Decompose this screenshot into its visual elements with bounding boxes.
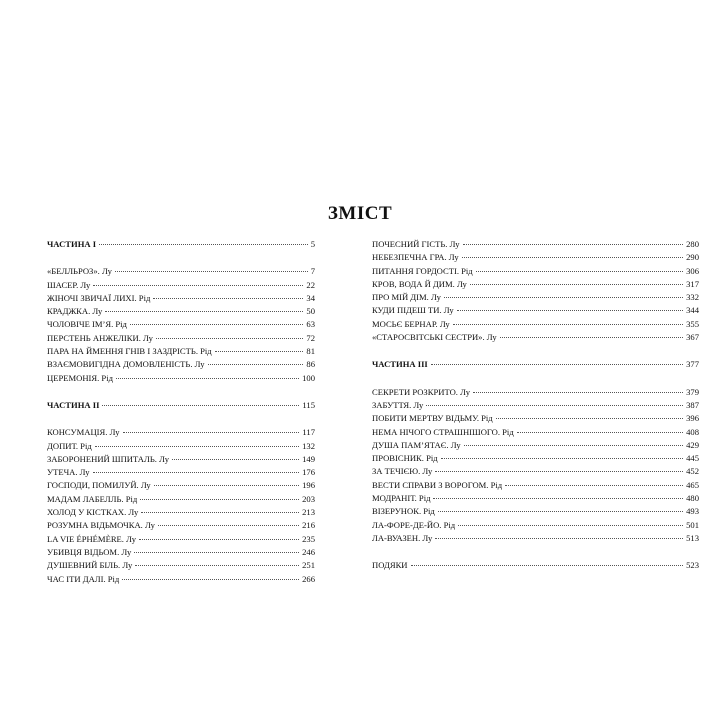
toc-entry-page: 266 <box>302 573 315 584</box>
toc-entry-page: 246 <box>302 546 315 557</box>
toc-entry-title: ПОБИТИ МЕРТВУ ВІДЬМУ. Рід <box>372 413 493 424</box>
toc-entry <box>372 238 699 251</box>
toc-entry-page: 132 <box>302 440 315 451</box>
toc-entry <box>372 479 699 492</box>
dot-leader <box>99 243 308 245</box>
toc-entry <box>372 331 699 344</box>
toc-entry-title: «БЕЛЛЬРОЗ». Лу <box>47 266 112 277</box>
toc-entry-title: СЕКРЕТИ РОЗКРИТО. Лу <box>372 386 471 397</box>
dot-leader <box>105 310 303 312</box>
dot-leader <box>158 524 299 526</box>
toc-entry-page: 50 <box>306 306 315 317</box>
toc-entry <box>372 251 699 264</box>
dot-leader <box>463 243 684 245</box>
toc-entry <box>47 479 315 492</box>
toc-spacer <box>372 372 699 386</box>
toc-entry <box>47 292 315 305</box>
toc-entry-page: 344 <box>686 305 699 316</box>
toc-entry-title: «СТАРОСВІТСЬКІ СЕСТРИ». Лу <box>372 332 497 343</box>
toc-entry <box>47 279 315 292</box>
toc-entry <box>47 533 315 546</box>
toc-entry-page: 317 <box>686 278 699 289</box>
toc-entry-title: ПИТАННЯ ГОРДОСТІ. Рід <box>372 265 473 276</box>
toc-entry <box>372 318 699 331</box>
toc-entry-page: 81 <box>306 346 315 357</box>
toc-entry-title: МОДРАНІТ. Рід <box>372 493 431 504</box>
dot-leader <box>102 404 299 406</box>
toc-spacer <box>47 385 315 399</box>
toc-entry <box>372 505 699 518</box>
toc-entry-title: ЗАБОРОНЕНИЙ ШПИТАЛЬ. Лу <box>47 453 169 464</box>
toc-entry-page: 306 <box>686 265 699 276</box>
toc-entry-title: ЧОЛОВІЧЕ ІМ’Я. Рід <box>47 319 127 330</box>
toc-entry <box>47 493 315 506</box>
toc-entry <box>372 412 699 425</box>
toc-entry <box>372 519 699 532</box>
dot-leader <box>470 283 683 285</box>
toc-entry <box>372 426 699 439</box>
toc-entry-title: НЕМА НІЧОГО СТРАШНІШОГО. Рід <box>372 426 514 437</box>
dot-leader <box>464 444 683 446</box>
toc-entry-title: УТЕЧА. Лу <box>47 467 90 478</box>
toc-entry-title: LA VIE ÉPHÉMÈRE. Лу <box>47 533 137 544</box>
toc-entry <box>47 573 315 586</box>
toc-entry <box>372 291 699 304</box>
dot-leader <box>441 457 684 459</box>
toc-entry-page: 86 <box>306 359 315 370</box>
dot-leader <box>473 391 683 393</box>
toc-entry-title: МАДАМ ЛАБЕЛЛЬ. Рід <box>47 493 138 504</box>
toc-entry-title: КОНСУМАЦІЯ. Лу <box>47 427 120 438</box>
toc-left-column <box>47 238 315 586</box>
toc-entry-page: 280 <box>686 239 699 249</box>
toc-entry-title: ДУШЕВНИЙ БІЛЬ. Лу <box>47 560 133 571</box>
toc-entry-page: 501 <box>686 519 699 530</box>
toc-entry-title: ДОПИТ. Рід <box>47 440 92 451</box>
toc-entry-title: ЧАСТИНА II <box>47 399 100 410</box>
toc-entry <box>47 519 315 532</box>
dot-leader <box>458 524 683 526</box>
toc-entry-title: ПРОВІСНИК. Рід <box>372 453 438 464</box>
toc-entry <box>47 559 315 572</box>
toc-spacer <box>372 545 699 559</box>
toc-entry <box>372 532 699 545</box>
dot-leader <box>444 296 683 298</box>
toc-entry-title: ЖІНОЧІ ЗВИЧАЇ ЛИХІ. Рід <box>47 292 151 303</box>
dot-leader <box>116 377 299 379</box>
toc-entry-title: ГОСПОДИ, ПОМИЛУЙ. Лу <box>47 480 151 491</box>
toc-entry-title: ЗА ТЕЧІЄЮ. Лу <box>372 466 433 477</box>
dot-leader <box>457 309 683 311</box>
toc-right-column <box>372 238 699 573</box>
toc-entry <box>47 265 315 278</box>
toc-entry-title: КРАДЖКА. Лу <box>47 306 103 317</box>
toc-entry-page: 213 <box>302 507 315 518</box>
toc-entry <box>47 358 315 371</box>
toc-entry-title: ДУША ПАМ’ЯТАЄ. Лу <box>372 439 461 450</box>
toc-entry-page: 465 <box>686 479 699 490</box>
toc-entry <box>372 265 699 278</box>
toc-entry-title: ПАРА НА ЙМЕННЯ ГНІВ І ЗАЗДРІСТЬ. Рід <box>47 346 212 357</box>
toc-entry-title: ЛА-ВУАЗЕН. Лу <box>372 532 433 543</box>
toc-entry-title: ЧАСТИНА III <box>372 359 428 370</box>
toc-entry-page: 5 <box>310 239 315 249</box>
dot-leader <box>431 363 683 365</box>
toc-entry-title: ВЗАЄМОВИГІДНА ДОМОВЛЕНІСТЬ. Лу <box>47 359 205 370</box>
toc-entry <box>372 465 699 478</box>
toc-entry <box>372 399 699 412</box>
toc-entry-title: ПОДЯКИ <box>372 560 408 571</box>
toc-entry-page: 100 <box>302 372 315 383</box>
toc-entry-page: 290 <box>686 252 699 263</box>
toc-entry <box>47 372 315 385</box>
toc-entry-page: 72 <box>306 332 315 343</box>
toc-entry-page: 355 <box>686 318 699 329</box>
toc-entry-page: 408 <box>686 426 699 437</box>
toc-entry <box>372 278 699 291</box>
toc-entry-page: 216 <box>302 520 315 531</box>
toc-entry-page: 387 <box>686 399 699 410</box>
dot-leader <box>140 498 299 500</box>
toc-entry-title: ШАСЕР. Лу <box>47 279 91 290</box>
toc-entry-title: ЧАСТИНА I <box>47 239 97 249</box>
toc-entry <box>47 332 315 345</box>
toc-entry-page: 367 <box>686 332 699 343</box>
dot-leader <box>139 538 299 540</box>
dot-leader <box>154 484 299 486</box>
dot-leader <box>135 564 299 566</box>
toc-entry-page: 34 <box>306 292 315 303</box>
toc-entry-page: 523 <box>686 560 699 571</box>
toc-entry-page: 332 <box>686 292 699 303</box>
dot-leader <box>153 297 303 299</box>
toc-entry <box>47 506 315 519</box>
dot-leader <box>215 350 304 352</box>
toc-entry <box>372 386 699 399</box>
toc-entry <box>47 345 315 358</box>
toc-entry-title: ХОЛОД У КІСТКАХ. Лу <box>47 507 139 518</box>
toc-entry <box>47 546 315 559</box>
toc-entry <box>47 440 315 453</box>
toc-entry-title: КУДИ ПІДЕШ ТИ. Лу <box>372 305 454 316</box>
dot-leader <box>476 270 683 272</box>
toc-entry-page: 117 <box>302 427 315 438</box>
dot-leader <box>156 337 303 339</box>
toc-part-heading <box>47 238 315 251</box>
toc-entry-page: 22 <box>306 279 315 290</box>
dot-leader <box>462 256 683 258</box>
toc-entry-title: ЧАС ІТИ ДАЛІ. Рід <box>47 573 120 584</box>
toc-entry-page: 196 <box>302 480 315 491</box>
toc-entry <box>47 426 315 439</box>
dot-leader <box>141 511 299 513</box>
dot-leader <box>208 363 304 365</box>
toc-entry-page: 7 <box>310 266 315 277</box>
toc-entry-page: 115 <box>302 399 315 410</box>
toc-entry-page: 396 <box>686 413 699 424</box>
dot-leader <box>122 578 299 580</box>
dot-leader <box>517 431 683 433</box>
toc-entry-page: 235 <box>302 533 315 544</box>
toc-entry-title: УБИВЦЯ ВІДЬОМ. Лу <box>47 546 132 557</box>
dot-leader <box>435 537 683 539</box>
dot-leader <box>134 551 299 553</box>
toc-entry <box>372 492 699 505</box>
toc-entry-page: 493 <box>686 506 699 517</box>
toc-entry-page: 377 <box>686 359 699 370</box>
dot-leader <box>500 336 683 338</box>
toc-entry-title: ПРО МІЙ ДІМ. Лу <box>372 292 441 303</box>
toc-entry-title: ЗАБУТТЯ. Лу <box>372 399 424 410</box>
dot-leader <box>123 431 300 433</box>
toc-entry <box>47 318 315 331</box>
toc-part-heading <box>47 399 315 412</box>
toc-entry-title: ПЕРСТЕНЬ АНЖЕЛІКИ. Лу <box>47 332 153 343</box>
toc-entry-page: 513 <box>686 532 699 543</box>
page-title: ЗМІСТ <box>327 203 393 224</box>
dot-leader <box>453 323 683 325</box>
toc-entry-title: ПОЧЕСНИЙ ГІСТЬ. Лу <box>372 239 460 249</box>
toc-entry-page: 452 <box>686 466 699 477</box>
toc-entry-page: 379 <box>686 386 699 397</box>
toc-spacer <box>47 412 315 426</box>
toc-entry <box>47 305 315 318</box>
toc-entry <box>372 452 699 465</box>
toc-entry-title: РОЗУМНА ВІДЬМОЧКА. Лу <box>47 520 155 531</box>
dot-leader <box>130 323 303 325</box>
toc-entry-page: 445 <box>686 453 699 464</box>
toc-entry-title: МОСЬЄ БЕРНАР. Лу <box>372 318 450 329</box>
toc-entry <box>372 439 699 452</box>
toc-entry <box>47 466 315 479</box>
dot-leader <box>435 470 683 472</box>
toc-entry-page: 63 <box>306 319 315 330</box>
toc-entry <box>47 453 315 466</box>
toc-entry-title: КРОВ, ВОДА Й ДИМ. Лу <box>372 278 467 289</box>
toc-entry <box>372 304 699 317</box>
dot-leader <box>115 270 308 272</box>
toc-entry <box>372 559 699 572</box>
toc-entry-page: 429 <box>686 439 699 450</box>
toc-entry-title: НЕБЕЗПЕЧНА ГРА. Лу <box>372 252 459 263</box>
dot-leader <box>95 445 299 447</box>
dot-leader <box>433 497 683 499</box>
toc-spacer <box>47 251 315 265</box>
dot-leader <box>496 417 683 419</box>
dot-leader <box>505 484 683 486</box>
toc-entry-title: ВІЗЕРУНОК. Рід <box>372 506 435 517</box>
toc-entry-page: 251 <box>302 560 315 571</box>
toc-spacer <box>372 344 699 358</box>
toc-entry-page: 480 <box>686 493 699 504</box>
dot-leader <box>93 284 303 286</box>
dot-leader <box>426 404 683 406</box>
dot-leader <box>411 564 684 566</box>
toc-entry-title: ЦЕРЕМОНІЯ. Рід <box>47 372 113 383</box>
toc-entry-page: 203 <box>302 493 315 504</box>
toc-entry-title: ВЕСТИ СПРАВИ З ВОРОГОМ. Рід <box>372 479 503 490</box>
toc-part-heading <box>372 358 699 371</box>
dot-leader <box>438 510 683 512</box>
dot-leader <box>93 471 300 473</box>
toc-entry-title: ЛА-ФОРЕ-ДЕ-ЙО. Рід <box>372 519 456 530</box>
dot-leader <box>172 458 299 460</box>
toc-entry-page: 176 <box>302 467 315 478</box>
toc-entry-page: 149 <box>302 453 315 464</box>
